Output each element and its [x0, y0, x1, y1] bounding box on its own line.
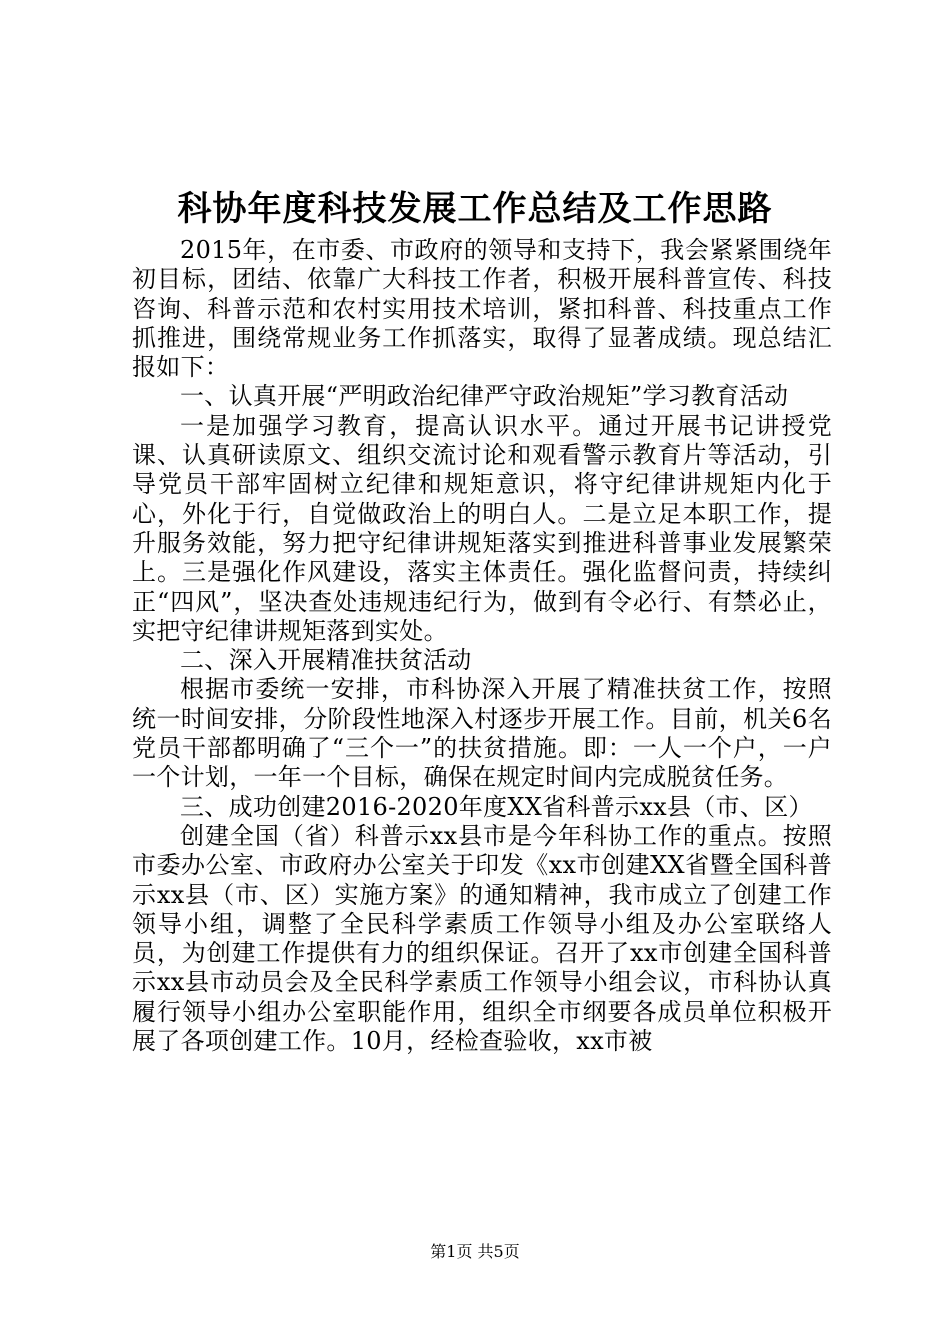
- section-heading-3: 三、成功创建2016-2020年度XX省科普示xx县（市、区）: [180, 792, 813, 821]
- document-body: [132, 236, 832, 1056]
- intro-paragraph: 2015年，在市委、市政府的领导和支持下，我会紧紧围绕年初目标，团结、依靠广大科技工作者，积极开展科普宣传、科技咨询、科普示范和农村实用技术培训，紧扣科普、科技重点工作抓推进，围绕常规业务工作抓落实，取得了显著成绩。现总结汇报如下：: [132, 236, 832, 382]
- section-heading-1: 一、认真开展“严明政治纪律严守政治规矩”学习教育活动: [180, 382, 789, 411]
- section-body-3: 创建全国（省）科普示xx县市是今年科协工作的重点。按照市委办公室、市政府办公室关于印发《xx市创建XX省暨全国科普示xx县（市、区）实施方案》的通知精神，我市成立了创建工作领导小组，调整了全民科学素质工作领导小组及办公室联络人员，为创建工作提供有力的组织保证。召开了xx市创建全国科普示xx县市动员会及全民科学素质工作领导小组会议，市科协认真履行领导小组办公室职能作用，组织全市纲要各成员单位积极开展了各项创建工作。10月，经检查验收，xx市被: [132, 821, 832, 1056]
- section-heading-2: 二、深入开展精准扶贫活动: [180, 646, 472, 675]
- section-body-2: 根据市委统一安排，市科协深入开展了精准扶贫工作，按照统一时间安排，分阶段性地深入村逐步开展工作。目前，机关6名党员干部都明确了“三个一”的扶贫措施。即：一人一个户，一户一个计划，一年一个目标，确保在规定时间内完成脱贫任务。: [132, 675, 832, 792]
- document-title: 科协年度科技发展工作总结及工作思路: [177, 189, 773, 229]
- page-footer: 第1页 共5页: [430, 1242, 520, 1261]
- section-body-1: 一是加强学习教育，提高认识水平。通过开展书记讲授党课、认真研读原文、组织交流讨论和观看警示教育片等活动，引导党员干部牢固树立纪律和规矩意识，将守纪律讲规矩内化于心，外化于行，自觉做政治上的明白人。二是立足本职工作，提升服务效能，努力把守纪律讲规矩落实到推进科普事业发展繁荣上。三是强化作风建设，落实主体责任。强化监督问责，持续纠正“四风”，坚决查处违规违纪行为，做到有令必行、有禁必止，实把守纪律讲规矩落到实处。: [132, 411, 832, 645]
